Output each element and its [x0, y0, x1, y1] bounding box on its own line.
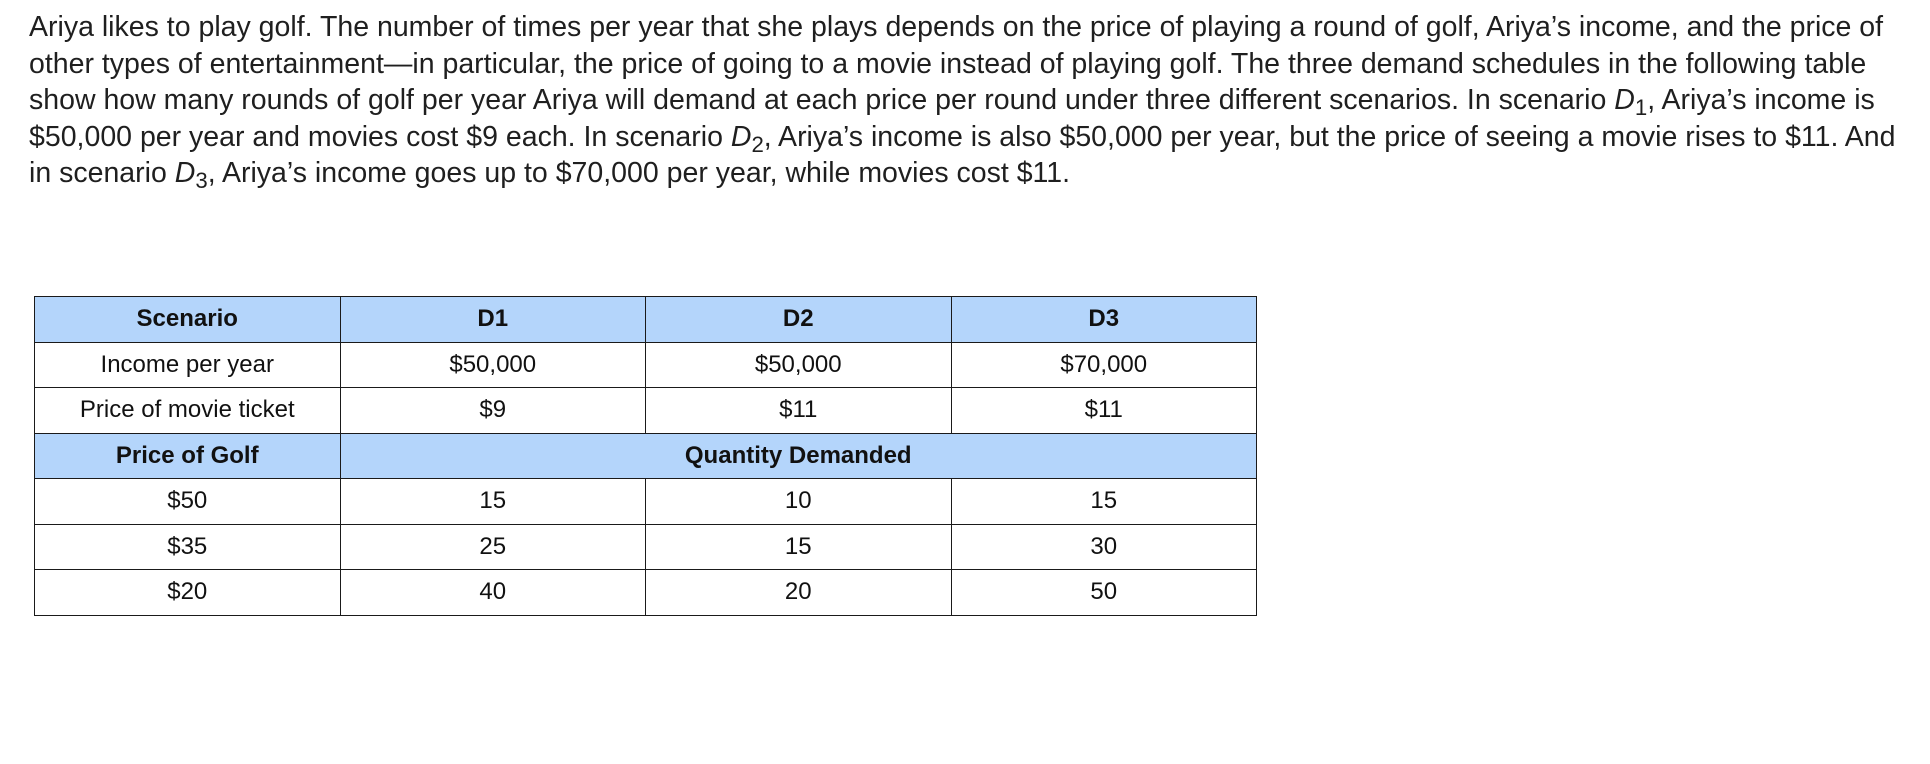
quantity-d2-cell: 15 [646, 524, 952, 570]
header-cell-d1: D1 [340, 297, 646, 343]
subheader-price-of-golf: Price of Golf [35, 433, 341, 479]
golf-price-cell: $35 [35, 524, 341, 570]
movie-price-d2: $11 [646, 388, 952, 434]
quantity-d3-cell: 50 [951, 570, 1257, 616]
intro-text-1: Ariya likes to play golf. The number of times per year that she plays depends on the price of playing a round of golf, Ariya’s income, and the price of other types of entertainment—in particular, the price of going to a movie instead of playing golf. The three demand schedules in the following table show how many rounds of golf per year Ariya will demand at each price per round under three different scenarios. In scenario [29, 11, 1884, 116]
table-row [35, 524, 1257, 570]
scenario-d1-symbol: D [1614, 84, 1635, 116]
header-cell-d3: D3 [951, 297, 1257, 343]
intro-text-3: , Ariya’s income is also $50,000 per year, but the price of seeing a movie rises to $11. And in scenario [29, 120, 1896, 189]
row-label-income: Income per year [35, 342, 341, 388]
golf-price-cell: $50 [35, 479, 341, 525]
quantity-d2-cell: 10 [646, 479, 952, 525]
scenario-d2-symbol: D [730, 120, 752, 153]
quantity-d1-cell: 40 [340, 570, 646, 616]
movie-price-d1: $9 [340, 388, 646, 434]
table-row [35, 479, 1257, 525]
quantity-d2-cell: 20 [646, 570, 952, 616]
scenario-d3-symbol: D [174, 157, 196, 189]
row-label-movie-price: Price of movie ticket [35, 388, 341, 434]
table-header-row [35, 297, 1257, 343]
table-subheader-row [35, 433, 1257, 479]
income-d3: $70,000 [951, 342, 1257, 388]
table-row [35, 570, 1257, 616]
quantity-d1-cell: 15 [340, 479, 646, 525]
movie-price-d3: $11 [951, 388, 1257, 434]
quantity-d3-cell: 15 [951, 479, 1257, 525]
subheader-quantity-demanded: Quantity Demanded [340, 433, 1257, 479]
quantity-d1-cell: 25 [340, 524, 646, 570]
intro-text-4: , Ariya’s income goes up to $70,000 per year, while movies cost $11. [207, 157, 1071, 189]
scenario-d1-subscript: 1 [1634, 95, 1648, 121]
header-cell-scenario: Scenario [35, 297, 341, 343]
scenario-d2-subscript: 2 [751, 131, 764, 157]
table-row-movie-price [35, 388, 1257, 434]
demand-schedule-table [34, 296, 1257, 616]
golf-price-cell: $20 [35, 570, 341, 616]
table-row-income [35, 342, 1257, 388]
scenario-d3-subscript: 3 [195, 168, 208, 194]
income-d2: $50,000 [646, 342, 952, 388]
quantity-d3-cell: 30 [951, 524, 1257, 570]
header-cell-d2: D2 [646, 297, 952, 343]
intro-text-2: , Ariya’s income is $50,000 per year and movies cost $9 each. In scenario [29, 84, 1875, 153]
problem-statement [29, 9, 1909, 192]
income-d1: $50,000 [340, 342, 646, 388]
